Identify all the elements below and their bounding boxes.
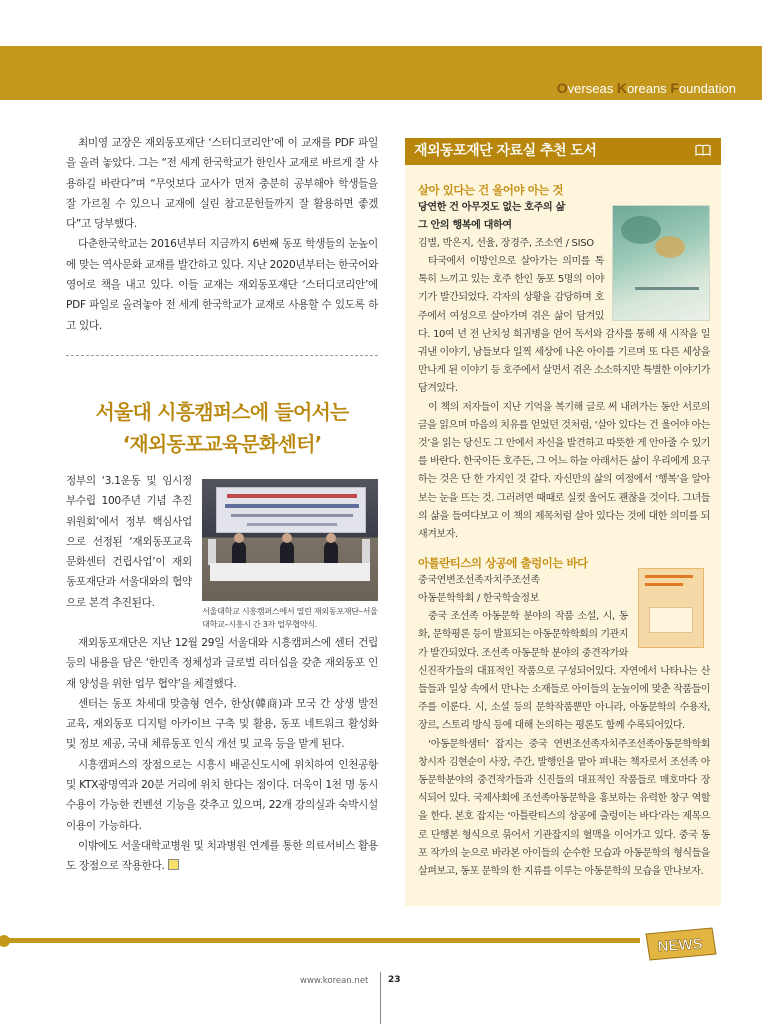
news-badge-label: NEWS: [657, 935, 704, 956]
recommended-books-box: [405, 138, 721, 906]
photo-banner: [216, 487, 366, 533]
book-title: 살아 있다는 건 울어야 아는 것: [418, 183, 564, 197]
footer-divider: [380, 972, 381, 1024]
book-description: 이 책의 저자들이 지난 기억을 복기해 글로 써 내려가는 동안 서로의 글을 읽으며 마음의 치유를 얻었던 것처럼, ‘살아 있다는 건 울어야 아는 것’을 읽는 당신도 그 안에서 자신을 발견하고 따뜻한 게 안아줄 수 있기를 바란다. 한국이든 호주든, 그 어느 하늘 아래서든 삶이 우리에게 요구하는 것은 단 한 가지인 것 같다. 자신만의 삶의 여정에서 ‘행복’을 알아보는 눈을 뜨는 것. 그러려면 때때로 실컷 울어도 괜찮을 것이다. 그녀들의 삶을 들여다보고 이 책의 제목처럼 살아 있다는 것에 대한 의미를 되새겨보자.: [418, 401, 710, 541]
foundation-cap-o: O: [556, 80, 568, 96]
article-end-icon: [168, 859, 179, 870]
article-paragraph: [66, 836, 378, 877]
footer-rule: [0, 938, 640, 943]
book-cover-image: [638, 568, 704, 648]
article-photo: [202, 479, 378, 631]
book-description: ‘아동문학샘터’ 잡지는 중국 연변조선족자치주조선족아동문학학회 창시자 김현순이 사장, 주간, 발행인을 맡아 펴내는 책자로서 조선족 아동문학분야의 중견작가들과 신진들의 대표적인 작품들로 매호마다 장식되어 있다. 국제사회에 조선족아동문학을 홍보하는 유력한 창구 역할을 한다. 본호 잡지는 ‘아틀란티스의 상공에 출렁이는 바다’라는 제목으로 단행본 형식으로 묶어서 기관잡지의 혈맥을 이어가고 있다. 중국 동포 작가의 눈으로 바라본 아이들의 순수한 모습과 아동문학의 형식들을 살펴보고, 동포 문학의 한 지류를 이루는 아동문학의 모습을 만나보자.: [418, 738, 710, 878]
box-header: [405, 138, 721, 165]
book-publisher: 아동문학학회 / 한국학술정보: [418, 593, 540, 605]
foundation-word-overseas: verseas: [567, 81, 617, 96]
article-paragraph-text: 이밖에도 서울대학교병원 및 치과병원 연계를 통한 의료서비스 활용도 장점으로 작용한다.: [66, 839, 378, 873]
article-paragraph: 재외동포재단은 지난 12월 29일 서울대와 시흥캠퍼스에 센터 건립 등의 내용을 담은 ‘한민족 정체성과 글로벌 리더십을 갖춘 재외동포 인재 양성을 위한 업무 협약’을 체결했다.: [66, 637, 378, 690]
section-divider: [66, 355, 378, 356]
article-title: [66, 396, 378, 460]
intro-paragraph: 최미영 교장은 재외동포재단 ‘스터디코리안’에 이 교재를 PDF 파일을 올려 놓았다. 그는 “전 세계 한국학교가 한인사 교재로 바르게 잘 사용하길 바란다”며 “무엇보다 교사가 먼저 충분히 공부해야 학생들을 잘 가르칠 수 있으니 교재에 실린 참고문헌들까지 잘 활용하면 좋겠다”고 당부했다.: [66, 137, 378, 231]
book-subtitle: 그 안의 행복에 대하여: [418, 220, 512, 231]
news-badge-icon: [642, 924, 718, 962]
book-cover-image: [612, 205, 710, 321]
article-paragraph: 센터는 동포 차세대 맞춤형 연수, 한상(韓商)과 모국 간 상생 발전 교육, 재외동포 디지털 아카이브 구축 및 활용, 동포 네트워크 활성화 및 정보 제공, 국내 체류동포 인식 개선 및 교육 등을 맡게 된다.: [66, 697, 378, 751]
box-title: 재외동포재단 자료실 추천 도서: [414, 143, 597, 159]
foundation-word-foundation: oundation: [678, 81, 736, 96]
book-authors: 김별, 박은지, 선율, 장경주, 조소연 / SISO: [418, 238, 594, 249]
photo-table: [210, 563, 370, 581]
photo-flag: [208, 539, 216, 565]
foundation-word-koreans: oreans: [626, 81, 671, 96]
book-publisher: 중국연변조선족자치주조선족: [418, 575, 540, 587]
foundation-cap-k: K: [616, 80, 627, 96]
intro-article: [66, 133, 378, 336]
article-body: [66, 633, 378, 877]
signing-ceremony-photo: [202, 479, 378, 601]
box-body: [405, 165, 721, 881]
book-description: 타국에서 이방인으로 살아가는 의미를 톡톡히 느끼고 있는 호주 한인 동포 5명의 이야기가 발간되었다. 각자의 상황을 감당하며 호주에서 여성으로 살아가며 겪은 삶이 담겨있다. 10여 년 전 난치성 희귀병을 얻어 독서와 감사를 통해 새 시작을 일궈낸 이야기, 남들보다 일찍 세상에 나온 아이를 기르며 또 다른 세상을 만나게 된 이야기 등 호주에서 살면서 겪은 소소하지만 특별한 이야기가 담겨있다.: [418, 256, 710, 395]
article-title-line: ‘재외동포교육문화센터’: [122, 432, 322, 456]
photo-flag: [362, 539, 370, 565]
book-title: 아틀란티스의 상공에 출렁이는 바다: [418, 556, 588, 571]
photo-caption: 서울대학교 시흥캠퍼스에서 열린 재외동포재단–서울대학교–시흥시 간 3자 업무협약식.: [202, 606, 378, 629]
book-subtitle: 당연한 건 아무것도 없는 호주의 삶: [418, 202, 565, 213]
article-title-line: 서울대 시흥캠퍼스에 들어서는: [95, 400, 349, 424]
foundation-cap-f: F: [670, 80, 679, 96]
footer-url: www.korean.net: [300, 976, 369, 986]
open-book-icon: [695, 144, 711, 157]
intro-paragraph: 다춘한국학교는 2016년부터 지금까지 6번째 동포 학생들의 눈높이에 맞는 역사문화 교재를 발간하고 있다. 지난 2020년부터는 한국어와 영어로 책을 내고 있다. 이들 교재는 재외동포재단 ‘스터디코리안’에 PDF 파일로 올려놓아 전 세계 한국학교가 교재로 사용할 수 있도록 하고 있다.: [66, 238, 378, 332]
foundation-name: [557, 80, 736, 96]
article-lead-text: 정부의 ‘3.1운동 및 임시정부수립 100주년 기념 추진위원회’에서 정부 핵심사업으로 선정된 ‘재외동포교육문화센터 건립사업’이 재외동포재단과 서울대와의 협약으로 본격 추진된다.: [66, 475, 192, 609]
page-number: 23: [388, 975, 401, 985]
article-paragraph: 시흥캠퍼스의 장점으로는 시흥시 배곧신도시에 위치하여 인천공항 및 KTX광명역과 20분 거리에 위치 한다는 점이다. 더욱이 1천 명 동시 수용이 가능한 컨벤션 기능을 갖추고 있으며, 22개 강의실과 숙박시설 이용이 가능하다.: [66, 758, 378, 832]
book-description: 중국 조선족 아동문학 분야의 작품 소설, 시, 동화, 문학평론 등이 발표되는 아동문학학회의 기관지가 발간되었다. 조선족 아동문학 분야의 중견작가와 신진작가들의 대표적인 작품으로 구성되어있다. 자연에서 나타나는 산들들과 일상 속에서 만나는 소재들로 아이들의 눈높이에 맞춘 작품들이 주를 이룬다. 시, 소설 등의 문학작품뿐만 아니라, 아동문학의 수용자, 장르, 스토리 방식 등에 대해 논의하는 평론도 함께 수록되어있다.: [418, 611, 710, 732]
